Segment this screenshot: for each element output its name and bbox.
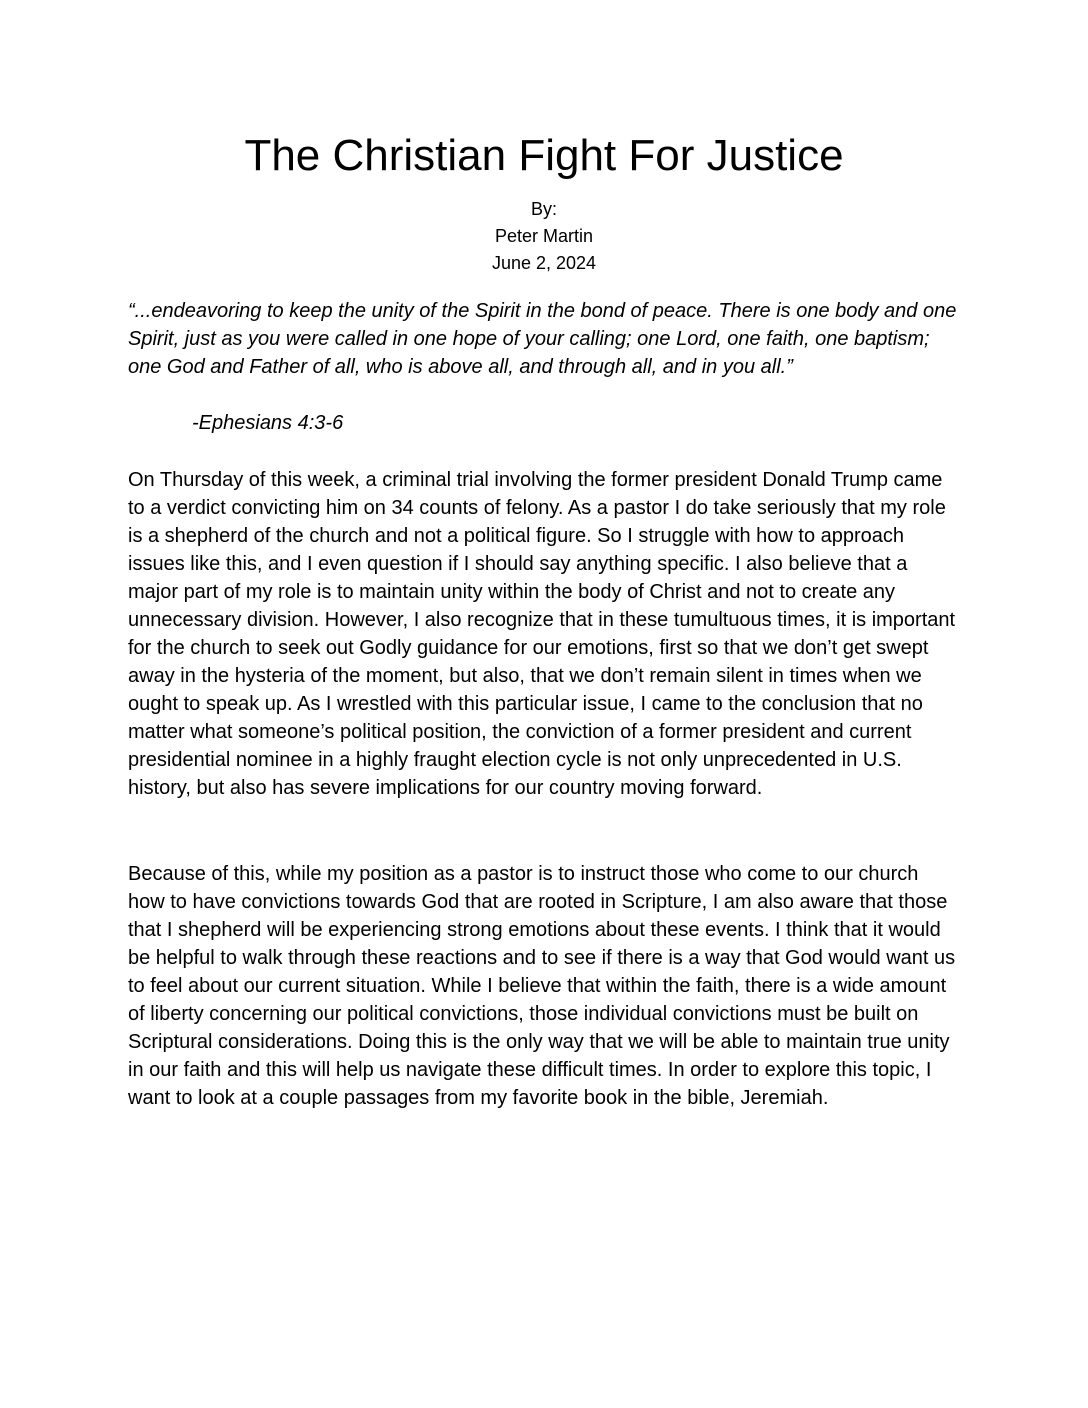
publish-date: June 2, 2024: [491, 253, 597, 273]
author-name: Peter Martin: [494, 226, 594, 246]
byline: [0, 196, 1088, 277]
epigraph-quote: “...endeavoring to keep the unity of the Spirit in the bond of peace. There is one body and one Spirit, just as you were called in one hope of your calling; one Lord, one faith, one baptism; one God and Father of all, who is above all, and through all, and in you all.”: [128, 300, 957, 378]
epigraph-citation: -Ephesians 4:3-6: [192, 412, 344, 434]
body-paragraph-2: Because of this, while my position as a pastor is to instruct those who come to our church how to have convictions towards God that are rooted in Scripture, I am also aware that those that I shepherd will be experiencing strong emotions about these events. I think that it would be helpful to walk through these reactions and to see if there is a way that God would want us to feel about our current situation. While I believe that within the faith, there is a wide amount of liberty concerning our political convictions, those individual convictions must be built on Scriptural considerations. Doing this is the only way that we will be able to maintain true unity in our faith and this will help us navigate these difficult times. In order to explore this topic, I want to look at a couple passages from my favorite book in the bible, Jeremiah.: [128, 863, 956, 1109]
document-title: The Christian Fight For Justice: [244, 131, 844, 180]
by-label: By:: [530, 199, 557, 219]
body-paragraph-1: On Thursday of this week, a criminal trial involving the former president Donald Trump came to a verdict convicting him on 34 counts of felony. As a pastor I do take seriously that my role is a shepherd of the church and not a political figure. So I struggle with how to approach issues like this, and I even question if I should say anything specific. I also believe that a major part of my role is to maintain unity within the body of Christ and not to create any unnecessary division. However, I also recognize that in these tumultuous times, it is important for the church to seek out Godly guidance for our emotions, first so that we don’t get swept away in the hysteria of the moment, but also, that we don’t remain silent in times when we ought to speak up. As I wrestled with this particular issue, I came to the conclusion that no matter what someone’s political position, the conviction of a former president and current presidential nominee in a highly fraught election cycle is not only unprecedented in U.S. history, but also has severe implications for our country moving forward.: [128, 469, 956, 799]
